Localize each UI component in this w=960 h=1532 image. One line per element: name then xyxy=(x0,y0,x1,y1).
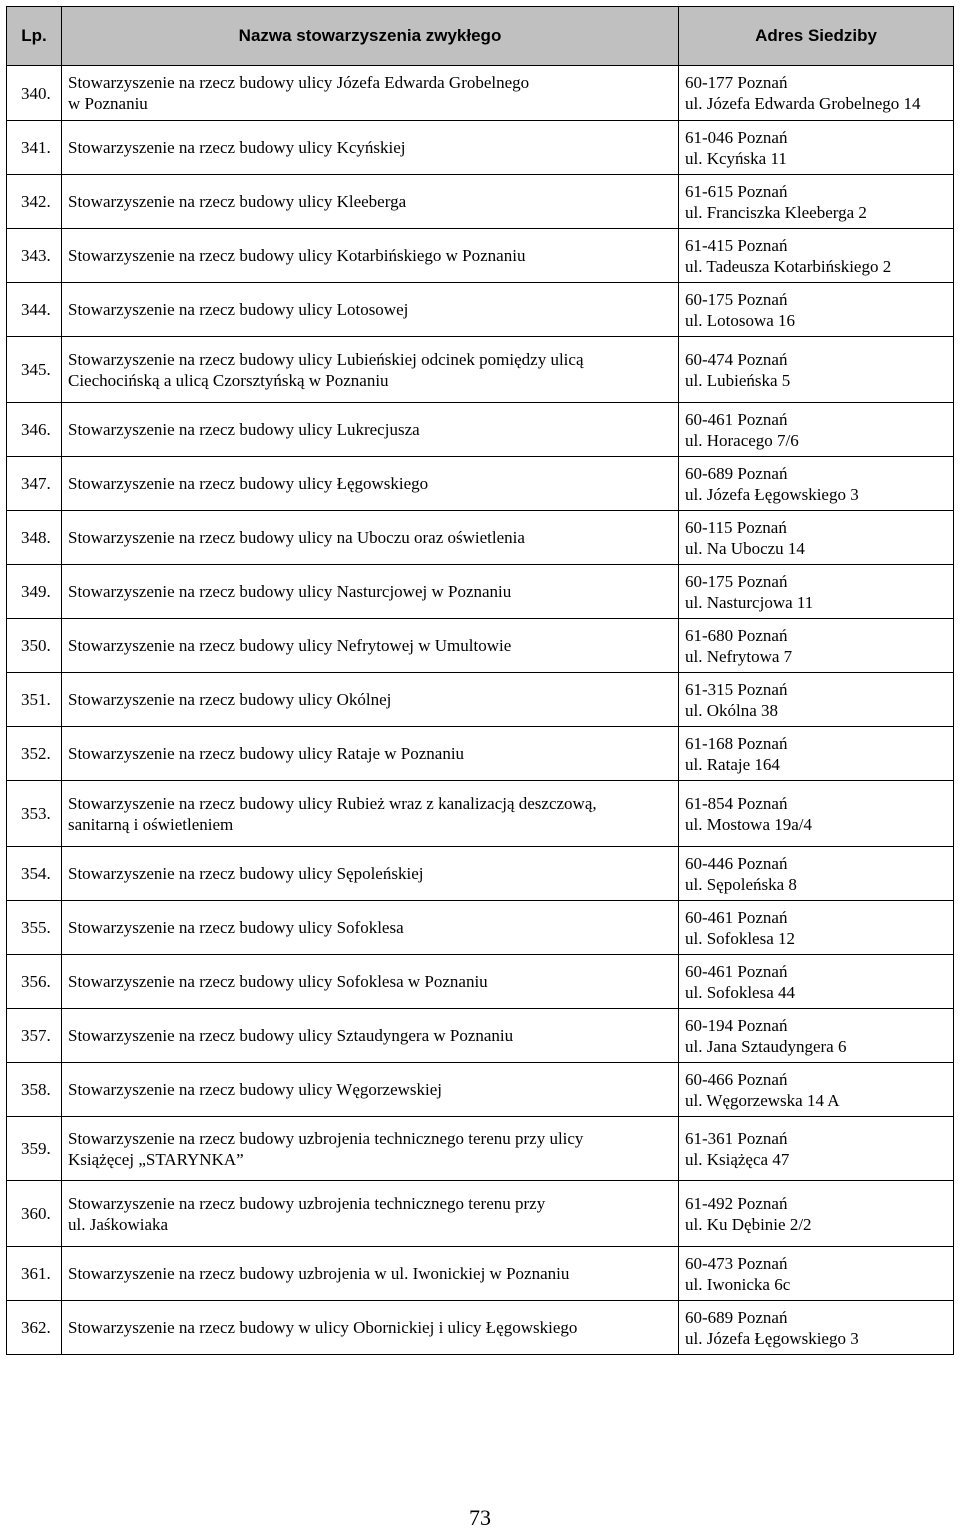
row-number: 359. xyxy=(7,1117,62,1181)
postal-city: 60-175 Poznań xyxy=(685,571,788,591)
table-row xyxy=(7,283,954,337)
street-address: ul. Sępoleńska 8 xyxy=(685,874,797,894)
address-cell xyxy=(679,1063,954,1117)
association-name-line: Stowarzyszenie na rzecz budowy uzbrojenia w ul. Iwonickiej w Poznaniu xyxy=(68,1264,570,1283)
row-number: 341. xyxy=(7,121,62,175)
association-name xyxy=(62,1117,679,1181)
association-name-line: Stowarzyszenie na rzecz budowy ulicy Nasturcjowej w Poznaniu xyxy=(68,582,512,601)
address-cell xyxy=(679,673,954,727)
postal-city: 60-175 Poznań xyxy=(685,289,788,309)
street-address: ul. Węgorzewska 14 A xyxy=(685,1090,840,1110)
address-cell xyxy=(679,901,954,955)
association-name xyxy=(62,1301,679,1355)
association-name xyxy=(62,847,679,901)
association-name-line: Stowarzyszenie na rzecz budowy ulicy Sofoklesa w Poznaniu xyxy=(68,972,488,991)
street-address: ul. Rataje 164 xyxy=(685,754,780,774)
row-number: 355. xyxy=(7,901,62,955)
association-name-line: sanitarną i oświetleniem xyxy=(68,814,234,834)
table-row xyxy=(7,403,954,457)
association-name xyxy=(62,66,679,121)
street-address: ul. Na Uboczu 14 xyxy=(685,538,805,558)
association-name-line: Stowarzyszenie na rzecz budowy uzbrojenia technicznego terenu przy ulicy xyxy=(68,1128,584,1148)
postal-city: 60-466 Poznań xyxy=(685,1069,788,1089)
address-cell xyxy=(679,619,954,673)
table-row xyxy=(7,1247,954,1301)
street-address: ul. Horacego 7/6 xyxy=(685,430,799,450)
postal-city: 60-194 Poznań xyxy=(685,1015,788,1035)
row-number: 350. xyxy=(7,619,62,673)
postal-city: 60-177 Poznań xyxy=(685,73,788,92)
table-row xyxy=(7,847,954,901)
table-row xyxy=(7,175,954,229)
postal-city: 61-492 Poznań xyxy=(685,1193,788,1213)
postal-city: 60-474 Poznań xyxy=(685,349,788,369)
postal-city: 60-689 Poznań xyxy=(685,1307,788,1327)
postal-city: 60-461 Poznań xyxy=(685,409,788,429)
table-row xyxy=(7,1181,954,1247)
postal-city: 61-046 Poznań xyxy=(685,127,788,147)
association-name-line: Stowarzyszenie na rzecz budowy ulicy Sępoleńskiej xyxy=(68,864,424,883)
address-cell xyxy=(679,727,954,781)
row-number: 353. xyxy=(7,781,62,847)
header-address: Adres Siedziby xyxy=(679,7,954,66)
association-name xyxy=(62,673,679,727)
association-name-line: Stowarzyszenie na rzecz budowy ulicy Łęgowskiego xyxy=(68,474,429,493)
association-name xyxy=(62,337,679,403)
address-cell xyxy=(679,1301,954,1355)
address-cell xyxy=(679,955,954,1009)
association-name-line: Stowarzyszenie na rzecz budowy ulicy Józefa Edwarda Grobelnego xyxy=(68,73,530,92)
postal-city: 60-115 Poznań xyxy=(685,517,787,537)
row-number: 343. xyxy=(7,229,62,283)
address-cell xyxy=(679,457,954,511)
street-address: ul. Józefa Łęgowskiego 3 xyxy=(685,1328,859,1348)
association-name-line: Stowarzyszenie na rzecz budowy ulicy Okólnej xyxy=(68,690,392,709)
row-number: 358. xyxy=(7,1063,62,1117)
address-cell xyxy=(679,283,954,337)
street-address: ul. Sofoklesa 44 xyxy=(685,982,796,1002)
association-name-line: Stowarzyszenie na rzecz budowy ulicy Kleeberga xyxy=(68,192,407,211)
association-name xyxy=(62,511,679,565)
association-name xyxy=(62,121,679,175)
table-row xyxy=(7,66,954,121)
address-cell xyxy=(679,1117,954,1181)
postal-city: 61-315 Poznań xyxy=(685,679,788,699)
address-cell xyxy=(679,1181,954,1247)
address-cell xyxy=(679,781,954,847)
street-address: ul. Lotosowa 16 xyxy=(685,310,796,330)
row-number: 362. xyxy=(7,1301,62,1355)
row-number: 352. xyxy=(7,727,62,781)
street-address: ul. Lubieńska 5 xyxy=(685,370,791,390)
street-address: ul. Okólna 38 xyxy=(685,700,779,720)
association-name xyxy=(62,283,679,337)
association-name xyxy=(62,781,679,847)
association-name-line: Stowarzyszenie na rzecz budowy ulicy Kotarbińskiego w Poznaniu xyxy=(68,246,526,265)
row-number: 340. xyxy=(7,66,62,121)
association-name xyxy=(62,955,679,1009)
street-address: ul. Książęca 47 xyxy=(685,1149,790,1169)
street-address: ul. Kcyńska 11 xyxy=(685,148,787,168)
association-name xyxy=(62,901,679,955)
row-number: 361. xyxy=(7,1247,62,1301)
table-row xyxy=(7,1063,954,1117)
table-row xyxy=(7,727,954,781)
association-name xyxy=(62,229,679,283)
association-name-line: Stowarzyszenie na rzecz budowy ulicy na Uboczu oraz oświetlenia xyxy=(68,528,525,547)
associations-table xyxy=(6,6,954,1355)
row-number: 360. xyxy=(7,1181,62,1247)
table-row xyxy=(7,781,954,847)
table-row xyxy=(7,901,954,955)
street-address: ul. Ku Dębinie 2/2 xyxy=(685,1214,812,1234)
association-name xyxy=(62,1181,679,1247)
postal-city: 60-689 Poznań xyxy=(685,463,788,483)
association-name-line: Stowarzyszenie na rzecz budowy ulicy Rataje w Poznaniu xyxy=(68,744,465,763)
row-number: 347. xyxy=(7,457,62,511)
table-body xyxy=(7,66,954,1355)
row-number: 351. xyxy=(7,673,62,727)
address-cell xyxy=(679,175,954,229)
association-name-line: Ciechocińską a ulicą Czorsztyńską w Poznaniu xyxy=(68,370,389,390)
association-name-line: Stowarzyszenie na rzecz budowy ulicy Sztaudyngera w Poznaniu xyxy=(68,1026,514,1045)
postal-city: 60-461 Poznań xyxy=(685,907,788,927)
association-name-line: Stowarzyszenie na rzecz budowy ulicy Lukrecjusza xyxy=(68,420,420,439)
row-number: 344. xyxy=(7,283,62,337)
association-name-line: Stowarzyszenie na rzecz budowy uzbrojenia technicznego terenu przy xyxy=(68,1193,546,1213)
association-name-line: Stowarzyszenie na rzecz budowy ulicy Lubieńskiej odcinek pomiędzy ulicą xyxy=(68,349,584,369)
table-row xyxy=(7,457,954,511)
postal-city: 61-615 Poznań xyxy=(685,181,788,201)
street-address: ul. Nasturcjowa 11 xyxy=(685,592,814,612)
association-name-line: ul. Jaśkowiaka xyxy=(68,1214,169,1234)
street-address: ul. Jana Sztaudyngera 6 xyxy=(685,1036,847,1056)
table-header-row xyxy=(7,7,954,66)
street-address: ul. Iwonicka 6c xyxy=(685,1274,791,1294)
postal-city: 61-168 Poznań xyxy=(685,733,788,753)
street-address: ul. Józefa Łęgowskiego 3 xyxy=(685,484,859,504)
page-number: 73 xyxy=(469,1505,491,1530)
table-row xyxy=(7,955,954,1009)
association-name-line: Książęcej „STARYNKA” xyxy=(68,1149,244,1169)
street-address: ul. Franciszka Kleeberga 2 xyxy=(685,202,867,222)
association-name xyxy=(62,565,679,619)
postal-city: 61-680 Poznań xyxy=(685,625,788,645)
table-row xyxy=(7,121,954,175)
street-address: ul. Tadeusza Kotarbińskiego 2 xyxy=(685,256,892,276)
row-number: 354. xyxy=(7,847,62,901)
association-name-line: Stowarzyszenie na rzecz budowy ulicy Sofoklesa xyxy=(68,918,404,937)
row-number: 346. xyxy=(7,403,62,457)
postal-city: 60-473 Poznań xyxy=(685,1253,788,1273)
association-name-line: w Poznaniu xyxy=(68,94,148,113)
postal-city: 61-415 Poznań xyxy=(685,235,788,255)
row-number: 356. xyxy=(7,955,62,1009)
street-address: ul. Sofoklesa 12 xyxy=(685,928,796,948)
postal-city: 61-854 Poznań xyxy=(685,793,788,813)
address-cell xyxy=(679,847,954,901)
association-name xyxy=(62,457,679,511)
association-name-line: Stowarzyszenie na rzecz budowy ulicy Węgorzewskiej xyxy=(68,1080,443,1099)
table-row xyxy=(7,673,954,727)
header-name: Nazwa stowarzyszenia zwykłego xyxy=(62,7,679,66)
association-name-line: Stowarzyszenie na rzecz budowy w ulicy Obornickiej i ulicy Łęgowskiego xyxy=(68,1318,578,1337)
association-name-line: Stowarzyszenie na rzecz budowy ulicy Lotosowej xyxy=(68,300,409,319)
address-cell xyxy=(679,337,954,403)
association-name xyxy=(62,403,679,457)
association-name-line: Stowarzyszenie na rzecz budowy ulicy Rubież wraz z kanalizacją deszczową, xyxy=(68,793,597,813)
table-row xyxy=(7,511,954,565)
table-row xyxy=(7,229,954,283)
association-name-line: Stowarzyszenie na rzecz budowy ulicy Kcyńskiej xyxy=(68,138,406,157)
address-cell xyxy=(679,1247,954,1301)
address-cell xyxy=(679,121,954,175)
address-cell xyxy=(679,229,954,283)
row-number: 357. xyxy=(7,1009,62,1063)
postal-city: 60-461 Poznań xyxy=(685,961,788,981)
header-lp: Lp. xyxy=(7,7,62,66)
row-number: 342. xyxy=(7,175,62,229)
table-row xyxy=(7,1301,954,1355)
association-name xyxy=(62,175,679,229)
association-name xyxy=(62,619,679,673)
row-number: 349. xyxy=(7,565,62,619)
association-name xyxy=(62,1247,679,1301)
postal-city: 60-446 Poznań xyxy=(685,853,788,873)
row-number: 348. xyxy=(7,511,62,565)
street-address: ul. Mostowa 19a/4 xyxy=(685,814,813,834)
association-name xyxy=(62,1063,679,1117)
association-name-line: Stowarzyszenie na rzecz budowy ulicy Nefrytowej w Umultowie xyxy=(68,636,512,655)
table-row xyxy=(7,1117,954,1181)
table-row xyxy=(7,1009,954,1063)
street-address: ul. Józefa Edwarda Grobelnego 14 xyxy=(685,94,921,113)
address-cell xyxy=(679,1009,954,1063)
row-number: 345. xyxy=(7,337,62,403)
address-cell xyxy=(679,403,954,457)
address-cell xyxy=(679,66,954,121)
association-name xyxy=(62,727,679,781)
table-row xyxy=(7,565,954,619)
table-row xyxy=(7,337,954,403)
table-row xyxy=(7,619,954,673)
association-name xyxy=(62,1009,679,1063)
address-cell xyxy=(679,565,954,619)
address-cell xyxy=(679,511,954,565)
street-address: ul. Nefrytowa 7 xyxy=(685,646,793,666)
postal-city: 61-361 Poznań xyxy=(685,1128,788,1148)
